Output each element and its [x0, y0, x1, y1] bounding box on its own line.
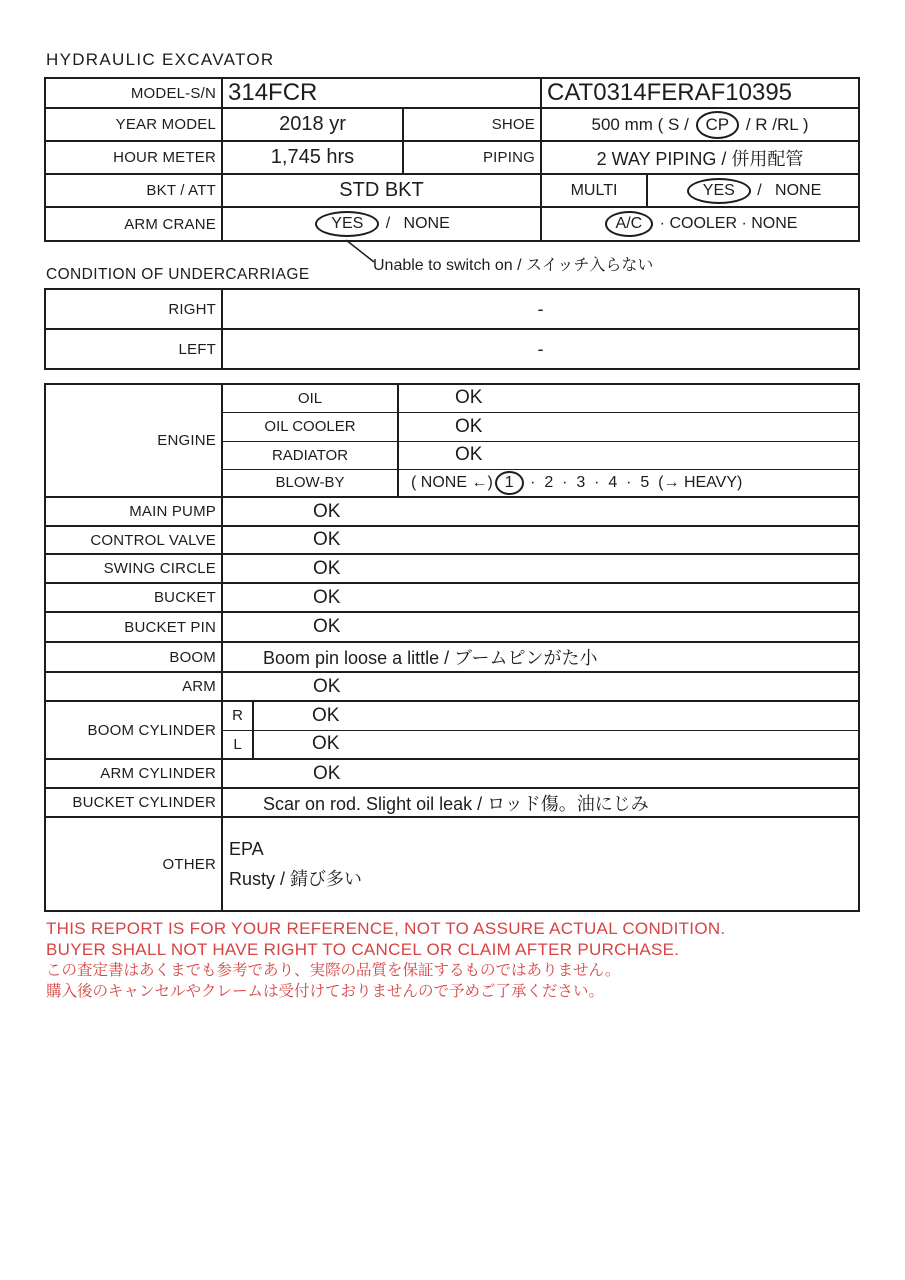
arm-crane-value [222, 207, 541, 241]
radiator-label: RADIATOR [222, 441, 398, 469]
disclaimer-line-1: THIS REPORT IS FOR YOUR REFERENCE, NOT TO ASSURE ACTUAL CONDITION. [46, 919, 726, 938]
blowby-value [398, 469, 859, 497]
undercarriage-row-left [45, 329, 859, 369]
undercarriage-heading: CONDITION OF UNDERCARRIAGE [46, 266, 310, 283]
undercarriage-table [44, 288, 860, 370]
bucket-cylinder-row [45, 788, 859, 817]
boom-cylinder-l-label: L [222, 730, 253, 759]
boom-row [45, 642, 859, 672]
shoe-value-prefix: 500 mm ( S / [591, 114, 694, 134]
piping-value: 2 WAY PIPING / 併用配管 [541, 141, 859, 174]
bucket-pin-value: OK [222, 612, 859, 642]
spec-table [44, 77, 860, 242]
control-valve-value: OK [222, 526, 859, 554]
bucket-pin-label: BUCKET PIN [45, 612, 222, 642]
spec-row-armcrane-ac [45, 207, 859, 241]
arm-row [45, 672, 859, 701]
arm-cylinder-row [45, 759, 859, 788]
shoe-selected-circle: CP [696, 111, 740, 139]
main-pump-row [45, 497, 859, 526]
boom-value: Boom pin loose a little / ブームピンがた小 [222, 642, 859, 672]
right-label: RIGHT [45, 289, 222, 329]
disclaimer-line-4: 購入後のキャンセルやクレームは受付けておりませんので予めご了承ください。 [46, 983, 605, 1000]
spec-row-model [45, 78, 859, 108]
oil-cooler-label: OIL COOLER [222, 412, 398, 441]
swing-circle-row [45, 554, 859, 583]
boom-cylinder-l-value: OK [253, 730, 859, 759]
control-valve-label: CONTROL VALVE [45, 526, 222, 554]
oil-cooler-value: OK [398, 412, 859, 441]
inspection-table [44, 383, 860, 912]
blowby-value-suffix: · 2 · 3 · 4 · 5 (→ HEAVY) [525, 473, 743, 491]
radiator-value: OK [398, 441, 859, 469]
disclaimer-line-3: この査定書はあくまでも参考であり、実際の品質を保証するものではありません。 [46, 962, 621, 979]
boom-cylinder-r-row [45, 701, 859, 730]
spec-row-year-shoe [45, 108, 859, 141]
piping-label: PIPING [403, 141, 541, 174]
swing-circle-label: SWING CIRCLE [45, 554, 222, 583]
blowby-selected-circle: 1 [495, 471, 524, 495]
disclaimer-line-2: BUYER SHALL NOT HAVE RIGHT TO CANCEL OR CLAIM AFTER PURCHASE. [46, 939, 680, 959]
boom-cylinder-r-label: R [222, 701, 253, 730]
arm-crane-value-rest: / NONE [381, 215, 450, 232]
ac-value [541, 207, 859, 241]
annotation-leader-line [338, 238, 378, 264]
boom-cylinder-r-value: OK [253, 701, 859, 730]
bucket-value: OK [222, 583, 859, 612]
main-pump-value: OK [222, 497, 859, 526]
arm-cylinder-value: OK [222, 759, 859, 788]
arm-cylinder-label: ARM CYLINDER [45, 759, 222, 788]
hour-meter-value: 1,745 hrs [222, 141, 403, 174]
arm-label: ARM [45, 672, 222, 701]
ac-selected-circle: A/C [605, 211, 654, 237]
bucket-pin-row [45, 612, 859, 642]
shoe-value-suffix: / R /RL ) [741, 114, 809, 134]
hour-meter-label: HOUR METER [45, 141, 222, 174]
swing-circle-value: OK [222, 554, 859, 583]
serial-value: CAT0314FERAF10395 [541, 78, 859, 108]
page-title: HYDRAULIC EXCAVATOR [46, 50, 275, 69]
control-valve-row [45, 526, 859, 554]
arm-crane-annotation: Unable to switch on / スイッチ入らない [373, 257, 654, 274]
disclaimer [46, 919, 725, 1002]
left-label: LEFT [45, 329, 222, 369]
main-pump-label: MAIN PUMP [45, 497, 222, 526]
multi-label: MULTI [541, 174, 647, 207]
left-value: - [222, 329, 859, 369]
oil-value: OK [398, 384, 859, 412]
bkt-att-value: STD BKT [222, 174, 541, 207]
year-model-label: YEAR MODEL [45, 108, 222, 141]
other-value-line1: EPA [229, 839, 264, 859]
blowby-label: BLOW-BY [222, 469, 398, 497]
boom-label: BOOM [45, 642, 222, 672]
other-value [222, 817, 859, 911]
spec-row-bkt-multi [45, 174, 859, 207]
right-value: - [222, 289, 859, 329]
other-row [45, 817, 859, 911]
bkt-att-label: BKT / ATT [45, 174, 222, 207]
blowby-value-prefix: ( NONE ←) [411, 473, 493, 491]
arm-crane-selected-circle: YES [315, 211, 379, 237]
arm-value: OK [222, 672, 859, 701]
other-label: OTHER [45, 817, 222, 911]
bucket-cylinder-label: BUCKET CYLINDER [45, 788, 222, 817]
model-sn-label: MODEL-S/N [45, 78, 222, 108]
bucket-cylinder-value: Scar on rod. Slight oil leak / ロッド傷。油にじみ [222, 788, 859, 817]
arm-crane-label: ARM CRANE [45, 207, 222, 241]
bucket-row [45, 583, 859, 612]
undercarriage-row-right [45, 289, 859, 329]
oil-label: OIL [222, 384, 398, 412]
shoe-label: SHOE [403, 108, 541, 141]
other-value-line2: Rusty / 錆び多い [229, 869, 363, 889]
bucket-label: BUCKET [45, 583, 222, 612]
multi-value-rest: / NONE [752, 181, 822, 199]
spec-row-hour-piping [45, 141, 859, 174]
model-value: 314FCR [222, 78, 541, 108]
engine-label: ENGINE [45, 384, 222, 497]
ac-value-rest: · COOLER · NONE [655, 215, 798, 232]
boom-cylinder-label: BOOM CYLINDER [45, 701, 222, 759]
engine-oil-row [45, 384, 859, 412]
multi-selected-circle: YES [687, 178, 751, 204]
year-model-value: 2018 yr [222, 108, 403, 141]
multi-value [647, 174, 859, 207]
shoe-value [541, 108, 859, 141]
